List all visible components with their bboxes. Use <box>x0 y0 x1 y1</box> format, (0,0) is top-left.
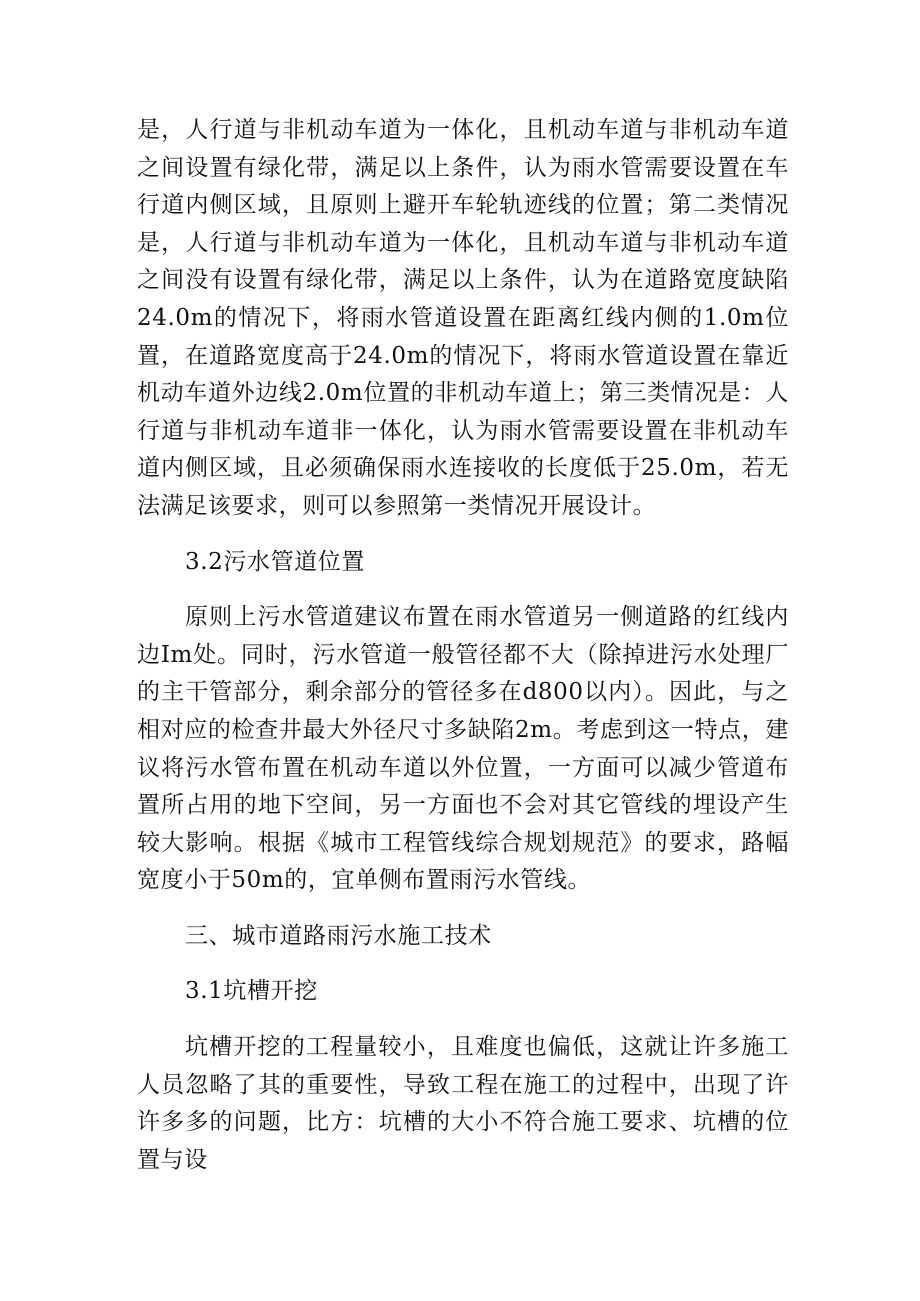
section-heading-3-1: 3.1坑槽开挖 <box>185 978 318 1005</box>
chapter-heading-3: 三、城市道路雨污水施工技术 <box>185 922 492 949</box>
body-paragraph-3: 坑槽开挖的工程量较小，且难度也偏低，这就让许多施工人员忽略了其的重要性，导致工程在施工的过程中，出现了许许多多的问题，比方：坑槽的大小不符合施工要求、坑槽的位置与设 <box>137 1034 789 1173</box>
body-paragraph-1: 是，人行道与非机动车道为一体化，且机动车道与非机动车道之间设置有绿化带，满足以上条件，认为雨水管需要设置在车行道内侧区域，且原则上避开车轮轨迹线的位置；第二类情况是，人行道与非机动车道为一体化，且机动车道与非机动车道之间没有设置有绿化带，满足以上条件，认为在道路宽度缺陷24.0m的情况下，将雨水管道设置在距离红线内侧的1.0m位置，在道路宽度高于24.0m的情况下，将雨水管道设置在靠近机动车道外边线2.0m位置的非机动车道上；第三类情况是：人行道与非机动车道非一体化，认为雨水管需要设置在非机动车道内侧区域，且必须确保雨水连接收的长度低于25.0m，若无法满足该要求，则可以参照第一类情况开展设计。 <box>137 117 789 519</box>
body-paragraph-2: 原则上污水管道建议布置在雨水管道另一侧道路的红线内边Im处。同时，污水管道一般管径都不大（除掉进污水处理厂的主干管部分，剩余部分的管径多在d800以内）。因此，与之相对应的检查井最大外径尺寸多缺陷2m。考虑到这一特点，建议将污水管布置在机动车道以外位置，一方面可以减少管道布置所占用的地下空间，另一方面也不会对其它管线的埋设产生较大影响。根据《城市工程管线综合规划规范》的要求，路幅宽度小于50m的，宜单侧布置雨污水管线。 <box>137 604 789 894</box>
section-heading-3-2: 3.2污水管道位置 <box>185 548 365 575</box>
document-page <box>137 112 789 1197</box>
